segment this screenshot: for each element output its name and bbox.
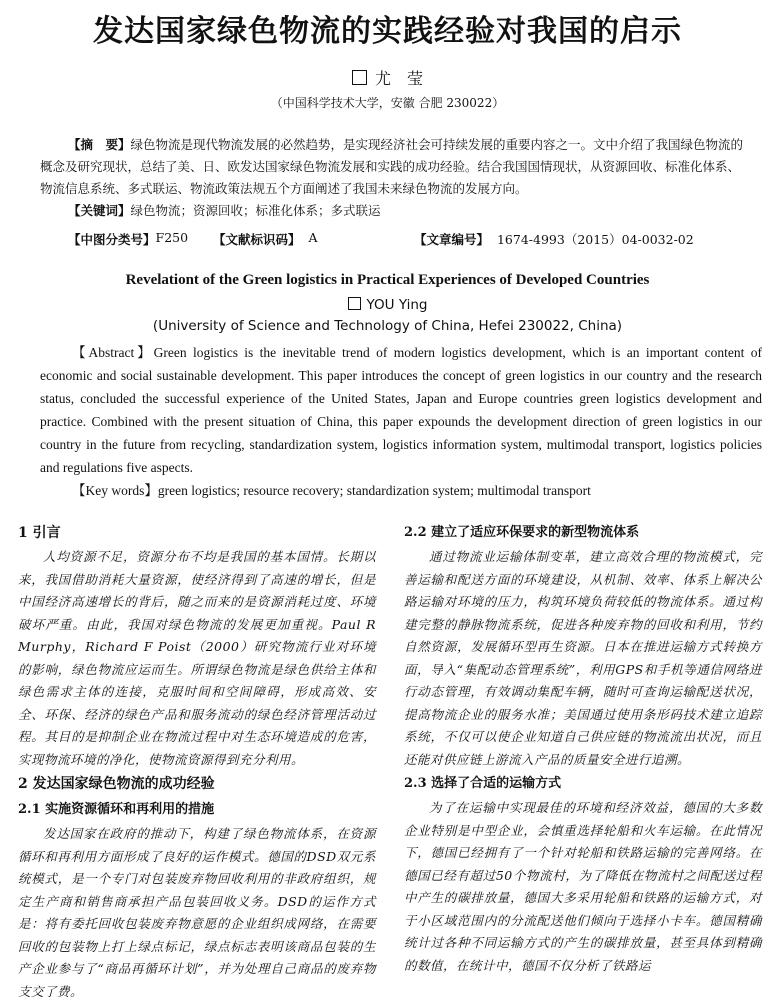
section-2-2-heading: 2.2 建立了适应环保要求的新型物流体系 bbox=[404, 525, 640, 540]
abstract-paragraph bbox=[40, 134, 752, 200]
abstract-label: 【摘 要】 bbox=[68, 137, 131, 152]
english-title: Revelationt of the Green logistics in Practical Experiences of Developed Countries bbox=[125, 272, 650, 288]
article-no-item bbox=[414, 230, 694, 248]
section-2-3-text: 为了在运输中实现最佳的环境和经济效益，德国的大多数企业特别是中型企业，会慎重选择轮船和火车运输。在此情况下，德国已经拥有了一个针对轮船和铁路运输的完善网络。在德国已经有超过50个物流村，为了降低在物流村之间配送过程中产生的碳排放量，德国大多采用轮船和铁路的运输方式，对于小区域范围内的分流配送他们倾向于选择小卡车。德国精确统计过各种不同运输方式的产生的碳排放量，甚至具体到精确的数值，在统计中，德国不仅分析了铁路运 bbox=[404, 800, 762, 973]
author-box-icon bbox=[352, 70, 367, 85]
english-author-name: YOU Ying bbox=[366, 297, 428, 313]
article-no-label: 【文章编号】 bbox=[414, 232, 490, 247]
author-name: 尤 莹 bbox=[374, 69, 423, 88]
section-1-heading: 1 引言 bbox=[18, 525, 61, 541]
doc-code-item bbox=[213, 230, 318, 248]
section-2-1-text: 发达国家在政府的推动下，构建了绿色物流体系，在资源循环和再利用方面形成了良好的运作模式。德国的DSD双元系统模式，是一个专门对包装废弃物回收利用的非政府组织，规定生产商和销售商承担产品包装回收义务。DSD的运作方式是：将有委托回收包装废弃物意愿的企业组织成网络，在需要回收的包装物上打上绿点标记，绿点标志表明该商品包装的生产企业参与了“商品再循环计划”，并为处理自己商品的废弃物支交了费。 bbox=[18, 826, 376, 999]
clc-label: 【中图分类号】 bbox=[68, 232, 156, 247]
english-keywords-text: green logistics; resource recovery; standardization system; multimodal transport bbox=[157, 483, 591, 498]
section-2-heading: 2 发达国家绿色物流的成功经验 bbox=[18, 776, 215, 792]
doc-code-label: 【文献标识码】 bbox=[213, 232, 301, 247]
english-abstract-label: 【Abstract】 bbox=[72, 345, 154, 360]
english-abstract bbox=[40, 341, 762, 502]
english-keywords-paragraph bbox=[40, 479, 762, 502]
clc-item bbox=[68, 230, 189, 248]
english-affiliation: (University of Science and Technology of China, Hefei 230022, China) bbox=[152, 318, 623, 334]
section-2-2-text: 通过物流业运输体制变革，建立高效合理的物流模式，完善运输和配送方面的环境建设，从机制、效率、体系上解决公路运输对环境的压力，构筑环境负荷较低的物流体系。通过构建完整的静脉物流系统，促进各种废弃物的回收和利用，节约自然资源，发展循环型再生资源。日本在推进运输方式转换方面，导入“集配动态管理系统”，利用GPS和手机等通信网络进行动态管理，有效调动集配车辆，随时可查询运输配送状况，提高物流企业的服务水准；美国通过使用条形码技术建立追踪系统，不仅可以使企业知道自己供应链的物流流出状况，而且还能对供应链上游流入产品的质量安全进行追溯。 bbox=[404, 549, 762, 767]
clc-value: F250 bbox=[155, 230, 189, 245]
left-column bbox=[18, 520, 376, 1003]
section-1-text: 人均资源不足，资源分布不均是我国的基本国情。长期以来，我国借助消耗大量资源，使经济得到了高速的增长，但是中国经济高速增长的背后，随之而来的是资源消耗过度、环境破坏严重。由此，我国对绿色物流的发展更加重视。Paul R Murphy，Richard F Poist（2000）研究物流行业对环境的影响，绿色物流应运而生。所谓绿色物流是绿色供给主体和绿色需求主体的连接，克服时间和空间障碍，形成高效、安全、环保、经济的绿色产品和服务流动的绿色经济管理活动过程。其目的是抑制企业在物流过程中对生态环境造成的危害，实现物流环境的净化，使物流资源得到充分利用。 bbox=[18, 549, 376, 767]
abstract-text: 绿色物流是现代物流发展的必然趋势，是实现经济社会可持续发展的重要内容之一。文中介绍了我国绿色物流的概念及研究现状，总结了美、日、欧发达国家绿色物流发展和实践的成功经验。结合我国国情现状，从资源回收、标准化体系、物流信息系统、多式联运、物流政策法规五个方面阐述了我国未来绿色物流的发展方向。 bbox=[40, 137, 744, 196]
keywords-paragraph bbox=[40, 200, 752, 222]
english-author-box-icon bbox=[348, 297, 361, 310]
author-line bbox=[0, 66, 775, 89]
english-abstract-text: Green logistics is the inevitable trend of modern logistics development, which is an important content of economic and social sustainable development. This paper introduces the concept of green logistics in our country and the research status, concluded the successful experience of the United States, Japan and Europe countries green logistics development and practice. Combined with the present situation of China, this paper expounds the development direction of green logistics in our country in the future from recycling, standardization system, logistics information system, multimodal transport, logistics policies and regulations five aspects. bbox=[40, 345, 763, 475]
right-column bbox=[404, 520, 762, 977]
english-author-line bbox=[0, 297, 775, 313]
article-no-value: 1674-4993（2015）04-0032-02 bbox=[496, 232, 694, 247]
english-keywords-label: 【Key words】 bbox=[72, 483, 158, 498]
doc-code-value: A bbox=[308, 230, 318, 245]
keywords-label: 【关键词】 bbox=[68, 203, 131, 218]
keywords-text: 绿色物流；资源回收；标准化体系；多式联运 bbox=[130, 203, 381, 218]
section-2-1-heading: 2.1 实施资源循环和再利用的措施 bbox=[18, 802, 215, 817]
section-2-3-heading: 2.3 选择了合适的运输方式 bbox=[404, 776, 562, 791]
paper-title: 发达国家绿色物流的实践经验对我国的启示 bbox=[93, 14, 682, 49]
chinese-abstract bbox=[40, 134, 752, 222]
affiliation: （中国科学技术大学，安徽 合肥 230022） bbox=[270, 96, 505, 110]
english-abstract-paragraph bbox=[40, 341, 762, 479]
